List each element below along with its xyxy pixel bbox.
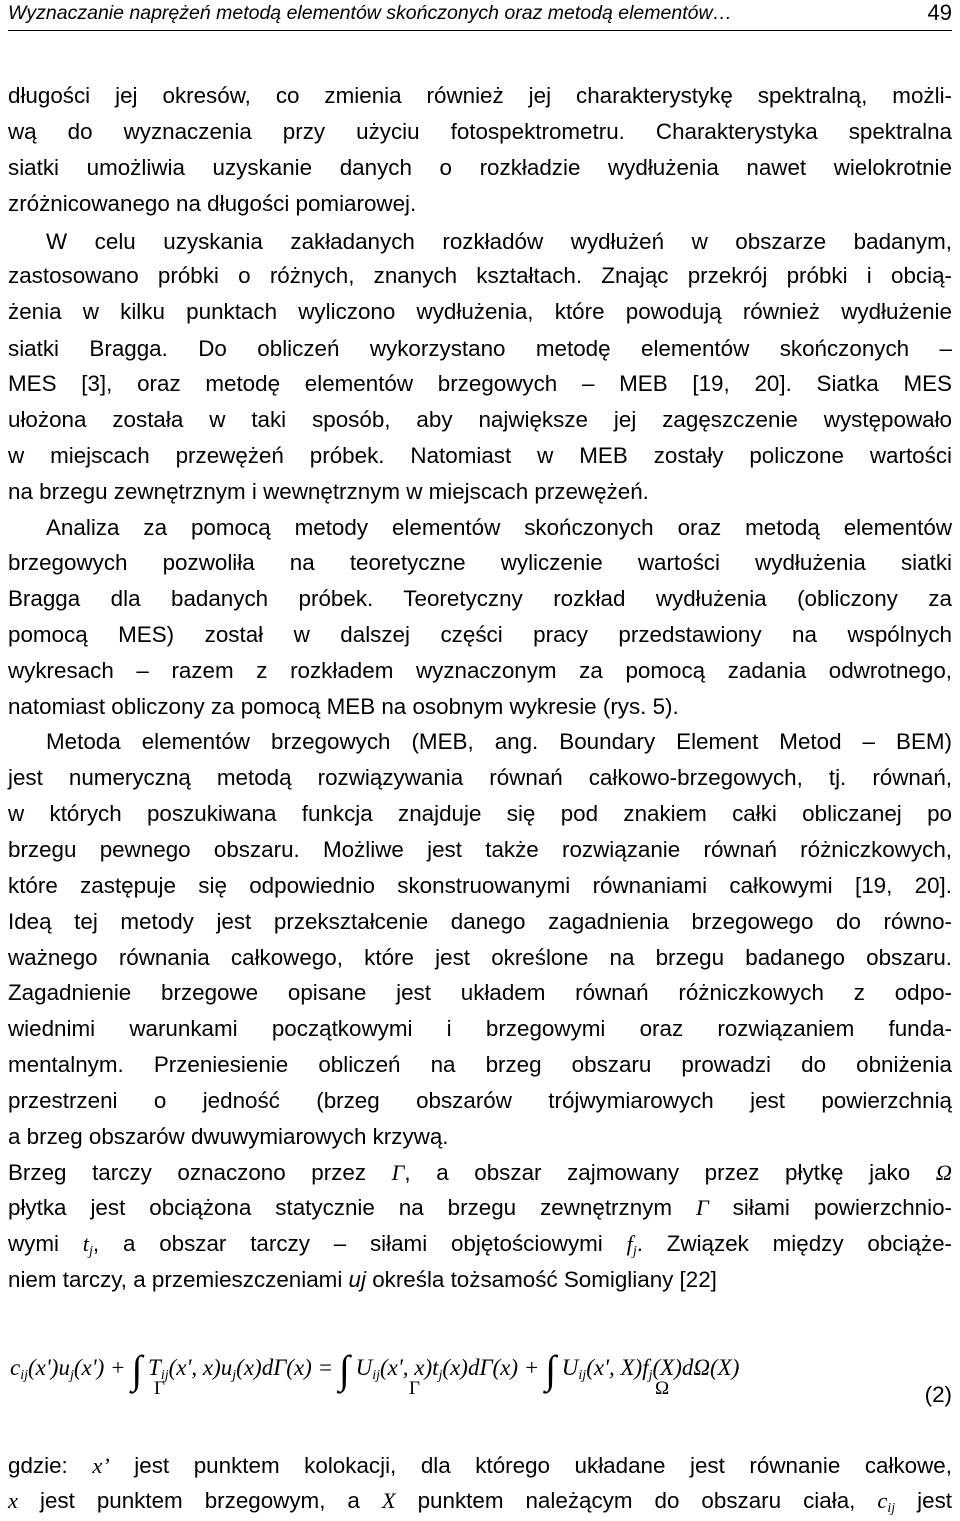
text-line: długości jej okresów, co zmienia również jej charakterystykę spektralną, możli- — [8, 83, 952, 108]
text-line: Bragga dla badanych próbek. Teoretyczny rozkład wydłużenia (obliczony za — [8, 586, 952, 611]
f-symbol: f — [626, 1231, 633, 1256]
text-line: W celu uzyskania zakładanych rozkładów wydłużeń w obszarze badanym, — [46, 229, 952, 254]
text-line: Analiza za pomocą metody elementów skończonych oraz metodą elementów — [46, 515, 952, 540]
text-line: x jest punktem brzegowym, a X punktem należącym do obszaru ciała, $c_{ij}$ jest — [8, 1488, 952, 1516]
text-line: żenia w kilku punktach wyliczono wydłużenia, które powodują również wydłużenie — [8, 299, 952, 324]
c-symbol: c — [877, 1488, 888, 1513]
omega-symbol: Ω — [935, 1160, 952, 1185]
text-line: w miejscach przewężeń próbek. Natomiast w MEB zostały policzone wartości — [8, 443, 952, 468]
text-line: wykresach – razem z rozkładem wyznaczonym za pomocą zadania odwrotnego, — [8, 658, 952, 683]
text-line: Ideą tej metody jest przekształcenie danego zagadnienia brzegowego do równo- — [8, 909, 952, 934]
text-line: Zagadnienie brzegowe opisane jest układem równań różniczkowych z odpo- — [8, 980, 952, 1005]
text-line: przestrzeni o jedność (brzeg obszarów trójwymiarowych jest powierzchnią — [8, 1088, 952, 1113]
text-line: mentalnym. Przeniesienie obliczeń na brzeg obszaru prowadzi do obniżenia — [8, 1052, 952, 1077]
t-symbol: t — [82, 1231, 90, 1256]
text-line: ważnego równania całkowego, które jest określone na brzegu badanego obszaru. — [8, 945, 952, 970]
equation-number: (2) — [924, 1382, 952, 1407]
text-line: zróżnicowanego na długości pomiarowej. — [8, 191, 417, 216]
text-line: w których poszukiwana funkcja znajduje się pod znakiem całki obliczanej po — [8, 801, 952, 826]
integral-sign: ∫ — [338, 1347, 350, 1392]
text-line: a brzeg obszarów dwuwymiarowych krzywą. — [8, 1124, 449, 1149]
text-line: MES [3], oraz metodę elementów brzegowych – MEB [19, 20]. Siatka MES — [8, 371, 952, 396]
text-line: wymi $t_j$, a obszar tarczy – siłami objętościowymi $f_j$. Związek między obciąże- — [8, 1231, 952, 1259]
text-line: ułożona została w taki sposób, aby największe jej zagęszczenie występowało — [8, 407, 952, 432]
text-line: płytka jest obciążona statycznie na brzegu zewnętrznym Γ siłami powierzchnio- — [8, 1195, 953, 1220]
text-line: pomocą MES) został w dalszej części pracy przedstawiony na wspólnych — [8, 622, 952, 647]
text-line: które zastępuje się odpowiednio skonstruowanymi równaniami całkowymi [19, 20]. — [8, 873, 952, 898]
integral-sign: ∫ — [131, 1347, 143, 1392]
integral-sign: ∫ — [545, 1347, 557, 1392]
running-header — [8, 0, 952, 31]
x-prime-symbol: x’ — [92, 1453, 110, 1478]
text-line: brzegowych pozwoliła na teoretyczne wyliczenie wartości wydłużenia siatki — [8, 550, 952, 575]
uj-symbol: uj — [348, 1267, 366, 1292]
text-line: jest numeryczną metodą rozwiązywania równań całkowo-brzegowych, tj. równań, — [8, 765, 952, 790]
text-line: na brzegu zewnętrznym i wewnętrznym w miejscach przewężeń. — [8, 479, 649, 504]
text-line: siatki umożliwia uzyskanie danych o rozkładzie wydłużenia nawet wielokrotnie — [8, 155, 952, 180]
text-line: Brzeg tarczy oznaczono przez Γ, a obszar zajmowany przez płytkę jako Ω — [8, 1160, 952, 1185]
text-line: brzegu pewnego obszaru. Możliwe jest także rozwiązanie równań różniczkowych, — [8, 837, 952, 862]
running-title: Wyznaczanie naprężeń metodą elementów skończonych oraz metodą elementów… — [8, 2, 733, 24]
text-line: niem tarczy, a przemieszczeniami uj określa tożsamość Somigliany [22] — [8, 1267, 717, 1292]
text-line: wą do wyznaczenia przy użyciu fotospektrometru. Charakterystyka spektralna — [8, 119, 952, 144]
integral-limit-omega: Ω — [655, 1378, 670, 1399]
text-line: wiednimi warunkami początkowymi i brzegowymi oraz rozwiązaniem funda- — [8, 1016, 952, 1041]
text-line: Metoda elementów brzegowych (MEB, ang. Boundary Element Metod – BEM) — [46, 729, 952, 754]
X-symbol: X — [381, 1488, 396, 1513]
page-number: 49 — [927, 0, 952, 25]
text-line: siatki Bragga. Do obliczeń wykorzystano metodę elementów skończonych – — [8, 336, 952, 361]
equation-somigliana: $c_{ij}(x')u_j(x')$ + ∫ $T_{ij}(x'$, $x)u_j(x)d\Gamma(x)$ = ∫ $U_{ij}(x'$, $x)t_j(x)d\Gamma(x)$ + ∫ $U_{ij}(x'$, $X)f_j(X)d\Omega(X)$ — [10, 1347, 740, 1392]
x-symbol: x — [8, 1488, 18, 1513]
text-line: zastosowano próbki o różnych, znanych kształtach. Znając przekrój próbki i obcią- — [8, 263, 952, 288]
gamma-symbol: Γ — [695, 1195, 709, 1220]
text-line: natomiast obliczony za pomocą MEB na osobnym wykresie (rys. 5). — [8, 694, 679, 719]
integral-limit-gamma: Γ — [409, 1378, 420, 1399]
integral-limit-gamma: Γ — [154, 1378, 165, 1399]
text-line: gdzie: x’ jest punktem kolokacji, dla którego układane jest równanie całkowe, — [8, 1453, 952, 1478]
gamma-symbol: Γ — [391, 1160, 405, 1185]
